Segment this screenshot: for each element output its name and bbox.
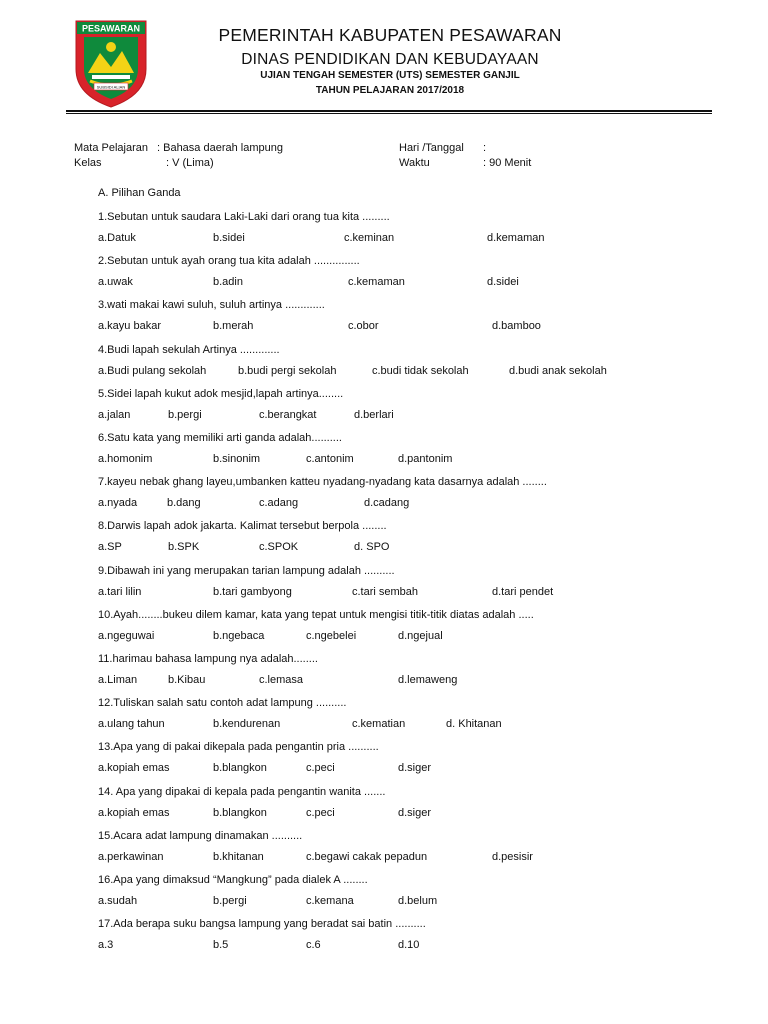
date-value: : — [483, 142, 487, 154]
header-divider-thin — [66, 113, 712, 114]
answer-option: c.budi tidak sekolah — [372, 365, 469, 377]
answer-option: b.blangkon — [213, 807, 267, 819]
answer-option: d.kemaman — [487, 232, 545, 244]
answer-option: d.bamboo — [492, 320, 541, 332]
answer-option: d.siger — [398, 762, 432, 774]
answer-option: c.kemana — [306, 895, 354, 907]
question-text: 5.Sidei lapah kukut adok mesjid,lapah artinya........ — [98, 388, 344, 400]
answer-option: b.SPK — [168, 541, 200, 553]
answer-option: d.tari pendet — [492, 586, 554, 598]
question-text: 10.Ayah........bukeu dilem kamar, kata yang tepat untuk mengisi titik-titik diatas adalah ..... — [98, 609, 534, 621]
answer-option: a.nyada — [98, 497, 138, 509]
answer-option: d.cadang — [364, 497, 410, 509]
answer-option: d.10 — [398, 939, 420, 951]
answer-option: b.pergi — [168, 409, 202, 421]
answer-option: c.6 — [306, 939, 321, 951]
answer-option: b.dang — [167, 497, 201, 509]
question-text: 14. Apa yang dipakai di kepala pada pengantin wanita ....... — [98, 786, 386, 798]
answer-option: b.budi pergi sekolah — [238, 365, 337, 377]
answer-option: c.obor — [348, 320, 379, 332]
question-text: 16.Apa yang dimaksud “Mangkung” pada dialek A ........ — [98, 874, 368, 886]
answer-option: c.peci — [306, 762, 335, 774]
answer-option: c.keminan — [344, 232, 395, 244]
answer-option: c.ngebelei — [306, 630, 357, 642]
time-label: Waktu — [399, 157, 430, 169]
answer-option: c.kemaman — [348, 276, 405, 288]
answer-option: d.siger — [398, 807, 432, 819]
answer-option: b.blangkon — [213, 762, 267, 774]
answer-option: a.ngeguwai — [98, 630, 155, 642]
answer-option: a.kayu bakar — [98, 320, 161, 332]
answer-option: a.Datuk — [98, 232, 136, 244]
answer-option: b.sinonim — [213, 453, 261, 465]
answer-option: a.Budi pulang sekolah — [98, 365, 207, 377]
header-title-government: PEMERINTAH KABUPATEN PESAWARAN — [218, 25, 562, 45]
subject-value: : Bahasa daerah lampung — [157, 142, 283, 154]
answer-option: b.pergi — [213, 895, 247, 907]
answer-option: d. SPO — [354, 541, 390, 553]
answer-option: a.Liman — [98, 674, 138, 686]
subject-label: Mata Pelajaran — [74, 142, 148, 154]
answer-option: c.berangkat — [259, 409, 317, 421]
header-title-department: DINAS PENDIDIKAN DAN KEBUDAYAAN — [241, 51, 539, 68]
question-text: 4.Budi lapah sekulah Artinya ............. — [98, 344, 280, 356]
question-text: 15.Acara adat lampung dinamakan .......... — [98, 830, 303, 842]
answer-option: b.adin — [213, 276, 243, 288]
date-label: Hari /Tanggal — [399, 142, 464, 154]
header-divider — [66, 110, 712, 112]
answer-option: c.tari sembah — [352, 586, 419, 598]
answer-option: a.jalan — [98, 409, 131, 421]
question-text: 2.Sebutan untuk ayah orang tua kita adalah ............... — [98, 255, 360, 267]
question-text: 3.wati makai kawi suluh, suluh artinya ............. — [98, 299, 325, 311]
question-text: 8.Darwis lapah adok jakarta. Kalimat tersebut berpola ........ — [98, 520, 387, 532]
answer-option: a.tari lilin — [98, 586, 142, 598]
answer-option: a.3 — [98, 939, 114, 951]
answer-option: c.adang — [259, 497, 299, 509]
svg-text:PESAWARAN: PESAWARAN — [81, 23, 141, 34]
answer-option: b.khitanan — [213, 851, 264, 863]
answer-option: a.ulang tahun — [98, 718, 165, 730]
answer-option: b.merah — [213, 320, 254, 332]
answer-option: d.budi anak sekolah — [509, 365, 607, 377]
answer-option: b.Kibau — [168, 674, 206, 686]
question-text: 6.Satu kata yang memiliki arti ganda adalah.......... — [98, 432, 342, 444]
answer-option: b.sidei — [213, 232, 245, 244]
answer-option: c.lemasa — [259, 674, 304, 686]
question-text: 13.Apa yang di pakai dikepala pada pengantin pria .......... — [98, 741, 379, 753]
answer-option: c.kematian — [352, 718, 406, 730]
question-text: 11.harimau bahasa lampung nya adalah........ — [98, 653, 318, 665]
pesawaran-logo — [74, 19, 148, 109]
question-text: 12.Tuliskan salah satu contoh adat lampung .......... — [98, 697, 347, 709]
answer-option: d. Khitanan — [446, 718, 502, 730]
answer-option: d.pantonim — [398, 453, 453, 465]
answer-option: c.SPOK — [259, 541, 299, 553]
time-value: : 90 Menit — [483, 157, 532, 169]
answer-option: d.sidei — [487, 276, 519, 288]
header-exam-title: UJIAN TENGAH SEMESTER (UTS) SEMESTER GANJIL — [260, 70, 520, 81]
section-title: A. Pilihan Ganda — [98, 187, 181, 199]
answer-option: d.ngejual — [398, 630, 443, 642]
logo-ribbon-text: SUBSIDI ALIAN — [96, 84, 126, 90]
answer-option: c.antonim — [306, 453, 354, 465]
answer-option: b.tari gambyong — [213, 586, 292, 598]
answer-option: d.belum — [398, 895, 438, 907]
answer-option: c.peci — [306, 807, 335, 819]
answer-option: a.SP — [98, 541, 122, 553]
class-value: : V (Lima) — [166, 157, 214, 169]
answer-option: d.lemaweng — [398, 674, 458, 686]
question-text: 17.Ada berapa suku bangsa lampung yang beradat sai batin .......... — [98, 918, 426, 930]
answer-option: a.uwak — [98, 276, 133, 288]
question-text: 9.Dibawah ini yang merupakan tarian lampung adalah .......... — [98, 565, 395, 577]
question-text: 1.Sebutan untuk saudara Laki-Laki dari orang tua kita ......... — [98, 211, 390, 223]
answer-option: b.ngebaca — [213, 630, 265, 642]
answer-option: b.kendurenan — [213, 718, 281, 730]
answer-option: a.perkawinan — [98, 851, 164, 863]
answer-option: a.kopiah emas — [98, 762, 170, 774]
answer-option: d.berlari — [354, 409, 394, 421]
answer-option: a.homonim — [98, 453, 153, 465]
answer-option: b.5 — [213, 939, 229, 951]
answer-option: d.pesisir — [492, 851, 533, 863]
answer-option: a.kopiah emas — [98, 807, 170, 819]
question-text: 7.kayeu nebak ghang layeu,umbanken katteu nyadang-nyadang kata dasarnya adalah ........ — [98, 476, 547, 488]
class-label: Kelas — [74, 157, 102, 169]
header-academic-year: TAHUN PELAJARAN 2017/2018 — [315, 85, 465, 96]
answer-option: a.sudah — [98, 895, 138, 907]
answer-option: c.begawi cakak pepadun — [306, 851, 428, 863]
